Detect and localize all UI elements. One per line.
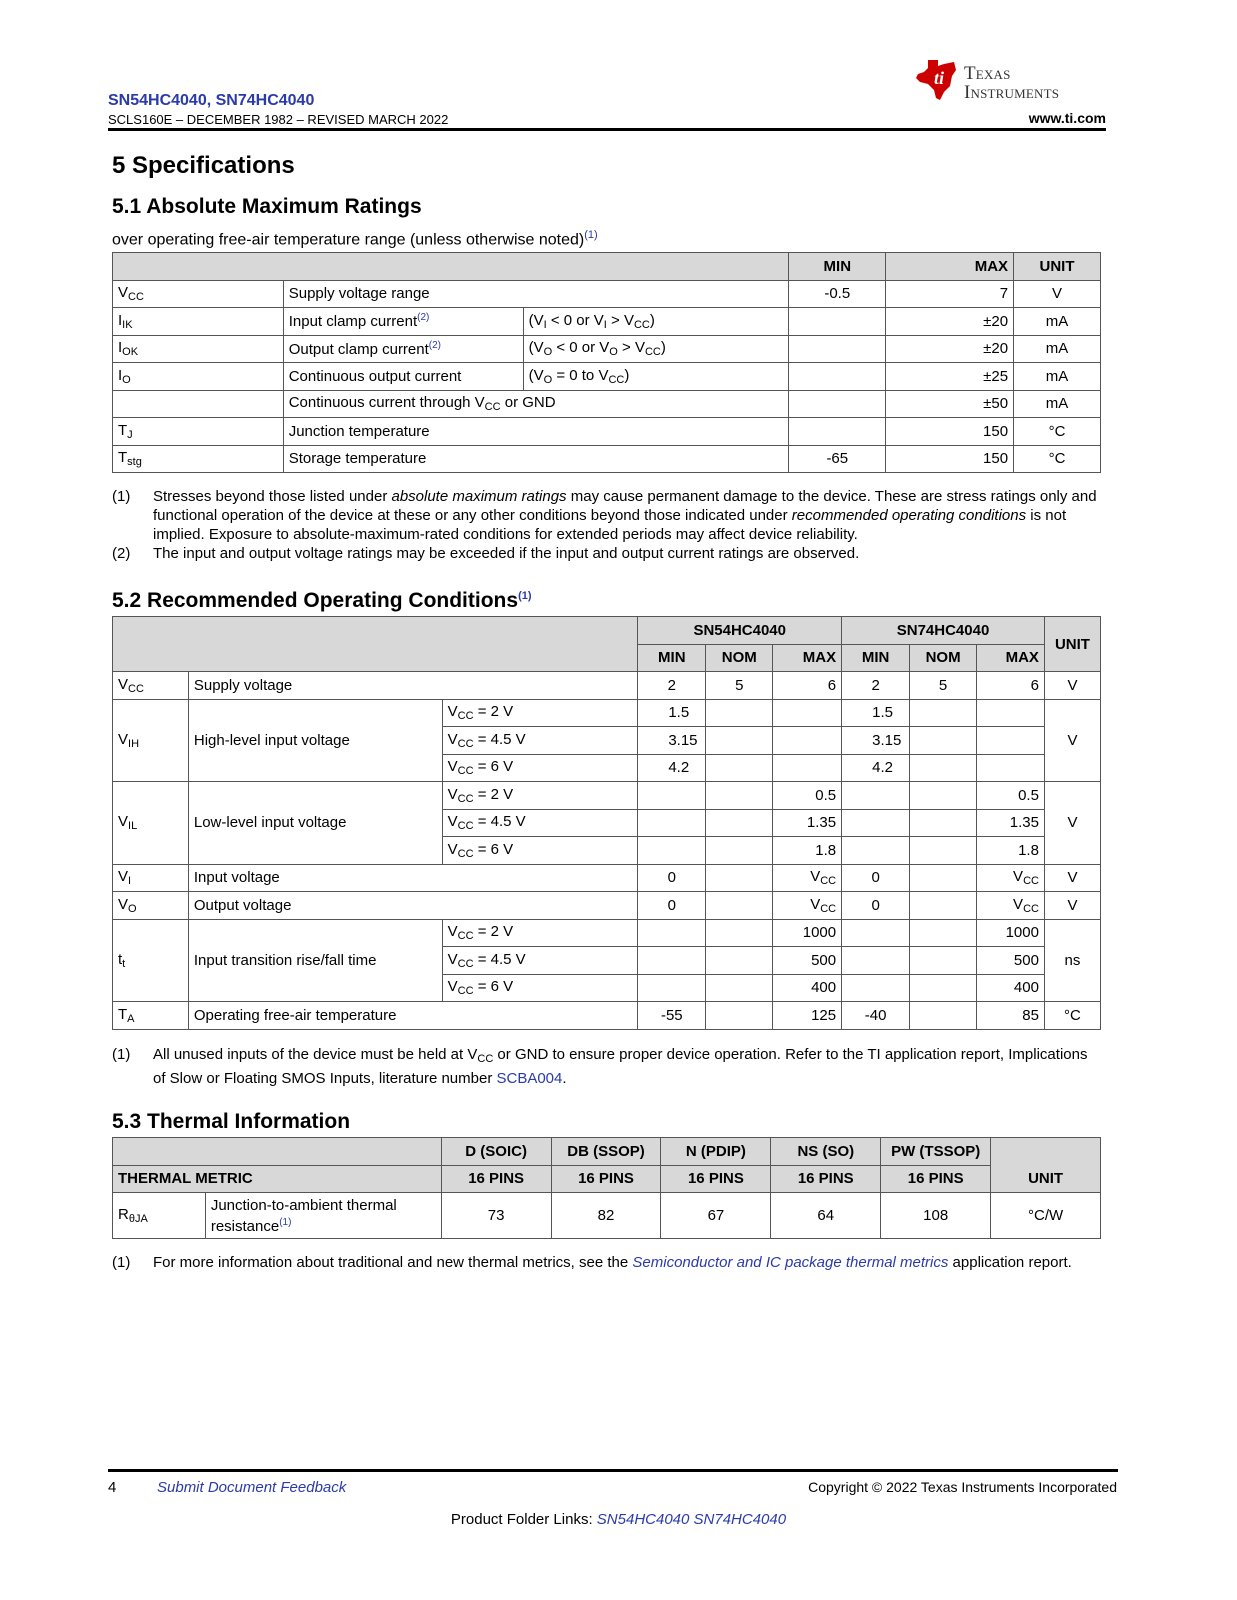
unit-cell: mA bbox=[1014, 308, 1101, 336]
unit-cell: mA bbox=[1014, 335, 1101, 363]
value-cell: 0 bbox=[638, 892, 706, 920]
min-cell bbox=[789, 335, 886, 363]
table-row bbox=[113, 390, 1101, 418]
value-cell: $V_{CC}$ bbox=[773, 892, 842, 920]
value-cell bbox=[910, 919, 977, 947]
unit-cell: °C bbox=[1044, 1002, 1100, 1030]
table-row bbox=[113, 418, 1101, 446]
condition-cell: $V_{CC} = 6$ V bbox=[442, 754, 638, 782]
parameter-cell: Output voltage bbox=[188, 892, 637, 920]
pins-header: 16 PINS bbox=[661, 1165, 771, 1193]
condition-cell: $V_{CC} = 6$ V bbox=[442, 974, 638, 1002]
value-cell: 3.15 bbox=[842, 727, 910, 755]
value-cell: 6 bbox=[773, 672, 842, 700]
value-cell bbox=[910, 782, 977, 810]
roc-header-row-1 bbox=[113, 617, 1101, 645]
thermal-metric-header: THERMAL METRIC bbox=[113, 1165, 442, 1193]
parameter-cell: Continuous current through $V_{CC}$ or GND bbox=[283, 390, 789, 418]
product-folder-label: Product Folder Links: bbox=[450, 1511, 597, 1528]
symbol-cell: $V_{CC}$ bbox=[113, 672, 189, 700]
roc-header-blank bbox=[113, 617, 638, 672]
sn54hc4040-link[interactable]: SN54HC4040 bbox=[596, 1511, 690, 1528]
value-cell bbox=[638, 947, 706, 975]
col-header-max: MAX bbox=[886, 253, 1014, 281]
value-cell: 125 bbox=[773, 1002, 842, 1030]
value-cell bbox=[910, 974, 977, 1002]
col-header-max: MAX bbox=[977, 644, 1045, 672]
parameter-cell: Operating free-air temperature bbox=[188, 1002, 637, 1030]
table-row bbox=[113, 672, 1101, 700]
unit-cell: V bbox=[1044, 892, 1100, 920]
value-cell: 2 bbox=[638, 672, 706, 700]
value-cell: 4.2 bbox=[842, 754, 910, 782]
value-cell bbox=[638, 974, 706, 1002]
value-cell bbox=[910, 699, 977, 727]
value-cell: -40 bbox=[842, 1002, 910, 1030]
table-row bbox=[113, 892, 1101, 920]
table-row bbox=[113, 1002, 1101, 1030]
table-row bbox=[113, 919, 1101, 947]
max-cell: ±25 bbox=[886, 363, 1014, 391]
condition-cell: $V_{CC} = 4.5$ V bbox=[442, 947, 638, 975]
condition-cell: $V_{CC} = 2$ V bbox=[442, 919, 638, 947]
unit-cell: mA bbox=[1014, 390, 1101, 418]
unit-cell: mA bbox=[1014, 363, 1101, 391]
value-cell bbox=[638, 809, 706, 837]
amr-title: 5.1 Absolute Maximum Ratings bbox=[112, 195, 422, 218]
thermal-footnote bbox=[112, 1253, 1102, 1293]
max-cell: 7 bbox=[886, 280, 1014, 308]
roc-table bbox=[112, 616, 1101, 1030]
value-cell: 3.15 bbox=[638, 727, 706, 755]
roc-title: 5.2 Recommended Operating Conditions$^{(1)}$ bbox=[112, 589, 532, 612]
value-cell bbox=[706, 974, 773, 1002]
footnote-number: (1) bbox=[112, 1046, 131, 1063]
parameter-cell: Continuous output current bbox=[283, 363, 523, 391]
col-header-max: MAX bbox=[773, 644, 842, 672]
col-header-unit: UNIT bbox=[1014, 253, 1101, 281]
value-cell: 1000 bbox=[977, 919, 1045, 947]
col-header-min: MIN bbox=[842, 644, 910, 672]
value-cell bbox=[977, 727, 1045, 755]
symbol-cell bbox=[113, 390, 284, 418]
value-cell bbox=[910, 1002, 977, 1030]
thermal-header-blank bbox=[113, 1138, 442, 1166]
submit-feedback-link[interactable]: Submit Document Feedback bbox=[157, 1479, 347, 1496]
value-cell: $V_{CC}$ bbox=[773, 864, 842, 892]
value-cell bbox=[638, 782, 706, 810]
ti-logo-text bbox=[964, 64, 1059, 102]
unit-cell: V bbox=[1044, 672, 1100, 700]
header-divider bbox=[108, 128, 1106, 131]
table-row bbox=[113, 445, 1101, 473]
min-cell: -65 bbox=[789, 445, 886, 473]
min-cell bbox=[789, 363, 886, 391]
parameter-cell: Storage temperature bbox=[283, 445, 789, 473]
unit-cell: V bbox=[1044, 699, 1100, 782]
condition-cell: $V_{CC} = 4.5$ V bbox=[442, 727, 638, 755]
ti-website-link[interactable]: www.ti.com bbox=[1028, 110, 1106, 126]
value-cell bbox=[773, 727, 842, 755]
col-header-unit: UNIT bbox=[991, 1138, 1101, 1193]
unit-cell: °C bbox=[1014, 418, 1101, 446]
parameter-cell: Low-level input voltage bbox=[188, 782, 442, 865]
value-cell: 0 bbox=[842, 892, 910, 920]
pins-header: 16 PINS bbox=[881, 1165, 991, 1193]
footnote-ref-link[interactable]: (1) bbox=[279, 1216, 292, 1228]
value-cell bbox=[706, 782, 773, 810]
parameter-cell: Input transition rise/fall time bbox=[188, 919, 442, 1002]
symbol-cell: $T_A$ bbox=[113, 1002, 189, 1030]
value-cell bbox=[977, 754, 1045, 782]
value-cell: 1000 bbox=[773, 919, 842, 947]
table-row bbox=[113, 335, 1101, 363]
value-cell: 73 bbox=[441, 1193, 551, 1239]
value-cell: 108 bbox=[881, 1193, 991, 1239]
value-cell: 64 bbox=[771, 1193, 881, 1239]
value-cell bbox=[842, 809, 910, 837]
value-cell: 67 bbox=[661, 1193, 771, 1239]
value-cell: 1.35 bbox=[773, 809, 842, 837]
value-cell: 2 bbox=[842, 672, 910, 700]
symbol-cell: $T_{stg}$ bbox=[113, 445, 284, 473]
value-cell: 400 bbox=[977, 974, 1045, 1002]
unit-cell: ns bbox=[1044, 919, 1100, 1002]
parameter-cell: Input voltage bbox=[188, 864, 637, 892]
unit-cell: V bbox=[1044, 782, 1100, 865]
value-cell bbox=[842, 782, 910, 810]
ti-logo[interactable] bbox=[914, 58, 1110, 106]
package-header: PW (TSSOP) bbox=[881, 1138, 991, 1166]
section-title: 5 Specifications bbox=[112, 152, 295, 179]
document-revision-line: SCLS160E – DECEMBER 1982 – REVISED MARCH 2022 bbox=[108, 112, 449, 127]
thermal-title: 5.3 Thermal Information bbox=[112, 1110, 351, 1133]
sn74hc4040-link[interactable]: SN74HC4040 bbox=[693, 1511, 787, 1528]
value-cell: 0 bbox=[842, 864, 910, 892]
pins-header: 16 PINS bbox=[441, 1165, 551, 1193]
page-number: 4 bbox=[108, 1479, 117, 1496]
value-cell: 85 bbox=[977, 1002, 1045, 1030]
parameter-cell: Supply voltage bbox=[188, 672, 637, 700]
unit-cell: V bbox=[1014, 280, 1101, 308]
footnote-text: For more information about traditional and new thermal metrics, see the Semiconductor and IC package thermal metrics application report. bbox=[153, 1254, 1072, 1271]
logo-line-1: Texas bbox=[964, 63, 1011, 84]
max-cell: ±20 bbox=[886, 335, 1014, 363]
amr-header-blank bbox=[113, 253, 789, 281]
col-header-nom: NOM bbox=[910, 644, 977, 672]
unit-cell: °C bbox=[1014, 445, 1101, 473]
condition-cell: $V_{CC} = 2$ V bbox=[442, 699, 638, 727]
value-cell: 500 bbox=[773, 947, 842, 975]
max-cell: 150 bbox=[886, 445, 1014, 473]
col-header-unit: UNIT bbox=[1044, 617, 1100, 672]
thermal-table bbox=[112, 1137, 1101, 1239]
value-cell bbox=[910, 809, 977, 837]
min-cell bbox=[789, 418, 886, 446]
group-header-sn74: SN74HC4040 bbox=[842, 617, 1045, 645]
parameter-cell: Supply voltage range bbox=[283, 280, 789, 308]
value-cell bbox=[638, 837, 706, 865]
parameter-cell: Junction temperature bbox=[283, 418, 789, 446]
value-cell bbox=[706, 892, 773, 920]
value-cell bbox=[910, 947, 977, 975]
condition-cell: $V_{CC} = 2$ V bbox=[442, 782, 638, 810]
symbol-cell: $I_O$ bbox=[113, 363, 284, 391]
table-row bbox=[113, 782, 1101, 810]
thermal-metrics-link[interactable]: Semiconductor and IC package thermal metrics bbox=[632, 1254, 949, 1271]
pins-header: 16 PINS bbox=[771, 1165, 881, 1193]
thermal-header-row-2 bbox=[113, 1165, 1101, 1193]
value-cell: 1.5 bbox=[842, 699, 910, 727]
value-cell: 82 bbox=[551, 1193, 661, 1239]
amr-footnote-2 bbox=[112, 544, 1102, 564]
value-cell: 1.8 bbox=[977, 837, 1045, 865]
value-cell: 6 bbox=[977, 672, 1045, 700]
value-cell bbox=[706, 809, 773, 837]
symbol-cell: $T_J$ bbox=[113, 418, 284, 446]
value-cell: 1.8 bbox=[773, 837, 842, 865]
table-row bbox=[113, 308, 1101, 336]
table-row bbox=[113, 1193, 1101, 1239]
value-cell: -55 bbox=[638, 1002, 706, 1030]
ti-logo-icon bbox=[914, 58, 960, 102]
value-cell: $V_{CC}$ bbox=[977, 864, 1045, 892]
value-cell: 0.5 bbox=[977, 782, 1045, 810]
amr-intro-text: over operating free-air temperature range (unless otherwise noted) bbox=[112, 231, 585, 249]
unit-cell: V bbox=[1044, 864, 1100, 892]
min-cell: -0.5 bbox=[789, 280, 886, 308]
value-cell: 5 bbox=[706, 672, 773, 700]
footnote-ref-link[interactable]: (2) bbox=[428, 339, 442, 351]
footnote-number: (1) bbox=[112, 488, 131, 505]
value-cell bbox=[706, 1002, 773, 1030]
value-cell: 0.5 bbox=[773, 782, 842, 810]
symbol-cell: $R_{\theta JA}$ bbox=[113, 1193, 206, 1239]
value-cell bbox=[910, 727, 977, 755]
value-cell bbox=[706, 754, 773, 782]
value-cell bbox=[773, 754, 842, 782]
value-cell: 0 bbox=[638, 864, 706, 892]
footnote-number: (2) bbox=[112, 545, 131, 562]
footnote-text: All unused inputs of the device must be held at $V_{CC}$ or GND to ensure proper device operation. Refer to the TI application report, Implications of Slow or Floating SMOS Inputs, literature number SCBA004. bbox=[153, 1046, 1088, 1087]
min-cell bbox=[789, 390, 886, 418]
symbol-cell: $V_{IL}$ bbox=[113, 782, 189, 865]
value-cell bbox=[773, 699, 842, 727]
footnote-ref-link[interactable]: (2) bbox=[417, 312, 430, 324]
condition-cell: ($V_O < 0$ or $V_O > V_{CC}$) bbox=[523, 335, 789, 363]
copyright: Copyright © 2022 Texas Instruments Incorporated bbox=[808, 1479, 1117, 1495]
amr-footnote-1 bbox=[112, 487, 1102, 547]
symbol-cell: $V_O$ bbox=[113, 892, 189, 920]
logo-line-2: Instruments bbox=[964, 82, 1060, 103]
min-cell bbox=[789, 308, 886, 336]
thermal-header-row-1 bbox=[113, 1138, 1101, 1166]
amr-table bbox=[112, 252, 1101, 473]
document-title: SN54HC4040, SN74HC4040 bbox=[108, 92, 315, 109]
group-header-sn54: SN54HC4040 bbox=[638, 617, 842, 645]
package-header: NS (SO) bbox=[771, 1138, 881, 1166]
pins-header: 16 PINS bbox=[551, 1165, 661, 1193]
package-header: DB (SSOP) bbox=[551, 1138, 661, 1166]
max-cell: ±50 bbox=[886, 390, 1014, 418]
value-cell bbox=[638, 919, 706, 947]
value-cell bbox=[706, 699, 773, 727]
footnote-text: The input and output voltage ratings may be exceeded if the input and output current ratings are observed. bbox=[153, 545, 860, 562]
parameter-cell: Output clamp current$^{(2)}$ bbox=[283, 335, 523, 363]
parameter-cell: Junction-to-ambient thermal resistance$^{(1)}$ bbox=[205, 1193, 441, 1239]
footnote-ref-link[interactable]: (1) bbox=[518, 590, 532, 602]
value-cell bbox=[706, 727, 773, 755]
value-cell bbox=[910, 837, 977, 865]
table-row bbox=[113, 864, 1101, 892]
value-cell bbox=[706, 919, 773, 947]
col-header-nom: NOM bbox=[706, 644, 773, 672]
value-cell: 400 bbox=[773, 974, 842, 1002]
value-cell bbox=[842, 974, 910, 1002]
condition-cell: $V_{CC} = 6$ V bbox=[442, 837, 638, 865]
value-cell: 1.5 bbox=[638, 699, 706, 727]
value-cell: 4.2 bbox=[638, 754, 706, 782]
condition-cell: ($V_I < 0$ or $V_I > V_{CC}$) bbox=[523, 308, 789, 336]
parameter-cell: High-level input voltage bbox=[188, 699, 442, 782]
svg-text:ti: ti bbox=[934, 68, 945, 88]
col-header-min: MIN bbox=[789, 253, 886, 281]
product-folder-links bbox=[0, 1511, 1237, 1528]
value-cell bbox=[842, 837, 910, 865]
value-cell bbox=[706, 864, 773, 892]
value-cell bbox=[706, 837, 773, 865]
table-row bbox=[113, 699, 1101, 727]
symbol-cell: $V_I$ bbox=[113, 864, 189, 892]
value-cell: 500 bbox=[977, 947, 1045, 975]
value-cell: 1.35 bbox=[977, 809, 1045, 837]
package-header: D (SOIC) bbox=[441, 1138, 551, 1166]
value-cell bbox=[842, 919, 910, 947]
unit-cell: °C/W bbox=[991, 1193, 1101, 1239]
max-cell: ±20 bbox=[886, 308, 1014, 336]
table-row bbox=[113, 363, 1101, 391]
amr-header-row bbox=[113, 253, 1101, 281]
value-cell bbox=[842, 947, 910, 975]
footer-divider bbox=[108, 1469, 1118, 1472]
value-cell bbox=[910, 754, 977, 782]
value-cell bbox=[706, 947, 773, 975]
amr-intro bbox=[112, 229, 598, 249]
value-cell bbox=[910, 864, 977, 892]
symbol-cell: $I_{OK}$ bbox=[113, 335, 284, 363]
max-cell: 150 bbox=[886, 418, 1014, 446]
value-cell bbox=[977, 699, 1045, 727]
condition-cell: ($V_O = 0$ to $V_{CC}$) bbox=[523, 363, 789, 391]
footnote-ref-link[interactable]: (1) bbox=[584, 229, 598, 241]
symbol-cell: $V_{CC}$ bbox=[113, 280, 284, 308]
table-row bbox=[113, 280, 1101, 308]
roc-footnote bbox=[112, 1045, 1102, 1085]
value-cell: $V_{CC}$ bbox=[977, 892, 1045, 920]
col-header-min: MIN bbox=[638, 644, 706, 672]
parameter-cell: Input clamp current$^{(2)}$ bbox=[283, 308, 523, 336]
package-header: N (PDIP) bbox=[661, 1138, 771, 1166]
footnote-text: Stresses beyond those listed under absolute maximum ratings may cause permanent damage to the device. These are stress ratings only and functional operation of the device at these or any other conditions beyond those indicated under recommended operating conditions is not implied. Exposure to absolute-maximum-rated conditions for extended periods may affect device reliability. bbox=[153, 488, 1097, 543]
footnote-number: (1) bbox=[112, 1254, 131, 1271]
symbol-cell: $V_{IH}$ bbox=[113, 699, 189, 782]
symbol-cell: $I_{IK}$ bbox=[113, 308, 284, 336]
scba004-link[interactable]: SCBA004 bbox=[496, 1070, 563, 1087]
condition-cell: $V_{CC} = 4.5$ V bbox=[442, 809, 638, 837]
symbol-cell: $t_t$ bbox=[113, 919, 189, 1002]
value-cell bbox=[910, 892, 977, 920]
value-cell: 5 bbox=[910, 672, 977, 700]
